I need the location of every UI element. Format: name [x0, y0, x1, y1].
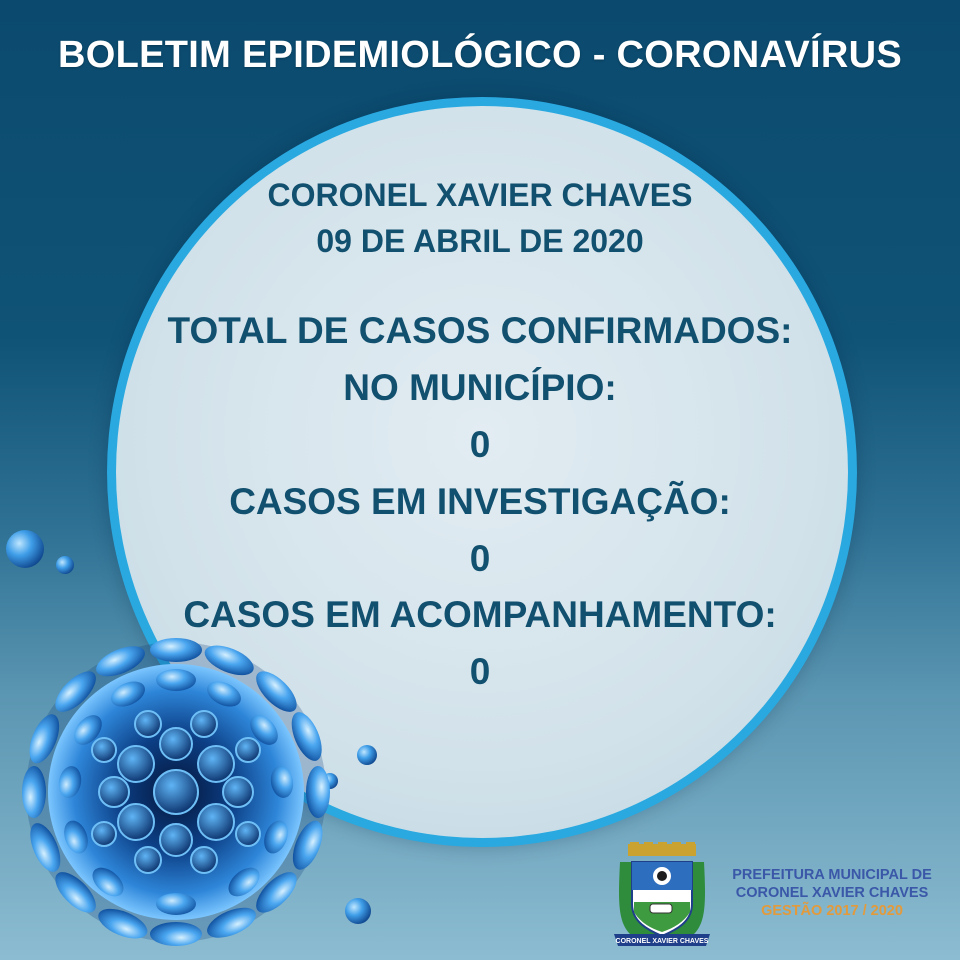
- crest-ribbon-text: CORONEL XAVIER CHAVES: [615, 938, 709, 945]
- coronavirus-illustration-icon: [18, 632, 338, 952]
- monitoring-count: 0: [469, 651, 491, 692]
- confirmed-label-line1: TOTAL DE CASOS CONFIRMADOS:: [167, 310, 793, 351]
- confirmed-count: 0: [469, 424, 491, 465]
- poster-title: BOLETIM EPIDEMIOLÓGICO - CORONAVÍRUS: [58, 34, 902, 76]
- city-name: CORONEL XAVIER CHAVES: [267, 177, 693, 213]
- investigation-label: CASOS EM INVESTIGAÇÃO:: [229, 481, 731, 522]
- confirmed-label-line2: NO MUNICÍPIO:: [343, 367, 617, 408]
- bubble-decoration: [357, 745, 377, 765]
- bubble-decoration: [6, 530, 44, 568]
- bulletin-date: 09 DE ABRIL DE 2020: [316, 223, 644, 259]
- investigation-count: 0: [469, 538, 491, 579]
- municipality-footer: [716, 866, 948, 920]
- bubble-decoration: [345, 898, 371, 924]
- footer-line-3: GESTÃO 2017 / 2020: [761, 903, 903, 919]
- municipal-crest-icon: [610, 842, 714, 950]
- footer-line-2: CORONEL XAVIER CHAVES: [735, 885, 929, 901]
- bubble-decoration: [56, 556, 74, 574]
- footer-line-1: PREFEITURA MUNICIPAL DE: [732, 867, 932, 883]
- monitoring-label: CASOS EM ACOMPANHAMENTO:: [183, 594, 777, 635]
